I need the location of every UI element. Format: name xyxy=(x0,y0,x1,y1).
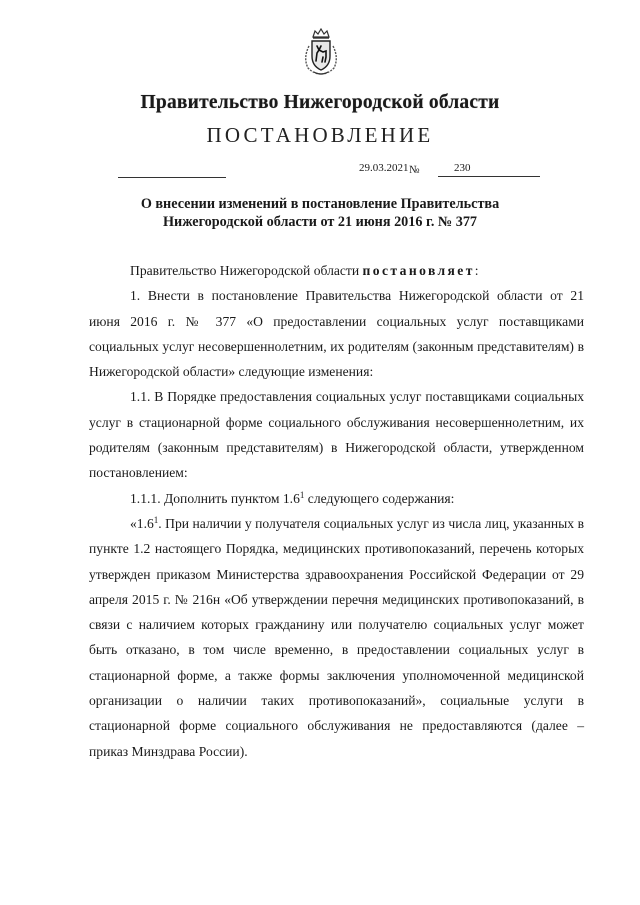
government-name: Правительство Нижегородской области xyxy=(140,92,500,113)
superscript: 1 xyxy=(299,489,305,500)
preamble-colon: : xyxy=(474,263,479,278)
title-line-1: О внесении изменений в постановление Правительства xyxy=(140,196,500,212)
document-title xyxy=(80,195,560,231)
quoted-clause-start: «1.6 xyxy=(130,515,154,531)
superscript: 1 xyxy=(153,514,159,525)
paragraph-1-1-1 xyxy=(89,486,584,511)
title-line-2: Нижегородской области от 21 июня 2016 г. № 377 xyxy=(162,214,478,230)
coat-of-arms-icon xyxy=(300,28,342,76)
number-sign: № xyxy=(409,164,420,176)
quoted-clause xyxy=(89,511,584,764)
registration-number: 230 xyxy=(438,162,540,177)
preamble xyxy=(89,258,584,283)
document-type: ПОСТАНОВЛЕНИЕ xyxy=(206,123,434,147)
preamble-text: Правительство Нижегородской области xyxy=(130,263,363,278)
document-body xyxy=(89,258,584,764)
blank-date-line xyxy=(118,177,226,178)
preamble-decree-word: постановляет xyxy=(362,263,475,278)
quoted-clause-text: . При наличии у получателя социальных услуг из числа лиц, указанных в пункте 1.2 настоящего Порядка, медицинских противопоказаний, перечень которых утвержден приказом Министерства здравоохранения Российской Федерации от 29 апреля 2015 г. № 216н «Об утверждении перечня медицинских противопоказаний, в связи с наличием которых гражданину или получателю социальных услуг может быть отказано, в том числе временно, в предоставлении социальных услуг в стационарной форме, а также формы заключения уполномоченной медицинской организации о наличии таких противопоказаний», социальные услуги в стационарной форме социального обслуживания не предоставляются (далее – приказ Минздрава России). xyxy=(89,515,584,759)
paragraph-1-1-1-start: 1.1.1. Дополнить пунктом 1.6 xyxy=(130,490,300,506)
paragraph-1: 1. Внести в постановление Правительства Нижегородской области от 21 июня 2016 г. № 377 «О предоставлении социальных услуг поставщиками социальных услуг несовершеннолетним, их родителям (законным представителям) в Нижегородской области» следующие изменения: xyxy=(89,288,584,380)
registration-date: 29.03.2021 xyxy=(359,162,409,174)
paragraph-1-1-1-end: следующего содержания: xyxy=(304,490,455,506)
paragraph-1-1: 1.1. В Порядке предоставления социальных услуг поставщиками социальных услуг в стационарной форме социального обслуживания несовершеннолетним, их родителям (законным представителям) в Нижегородской области, утвержденном постановлением: xyxy=(89,389,584,481)
